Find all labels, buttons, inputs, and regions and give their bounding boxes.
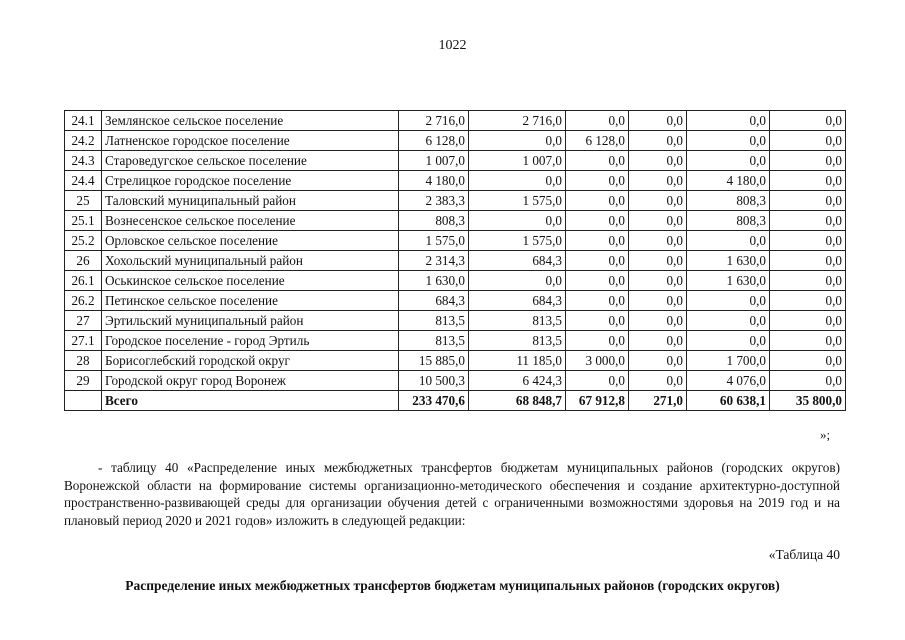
- amount-cell: 0,0: [629, 371, 687, 391]
- table-row: [65, 291, 846, 311]
- amount-cell: 0,0: [770, 231, 846, 251]
- amount-cell: 0,0: [770, 111, 846, 131]
- budget-table-body: [65, 111, 846, 411]
- row-number-cell: 25: [65, 191, 102, 211]
- amount-cell: 0,0: [566, 151, 629, 171]
- amount-cell: 0,0: [566, 291, 629, 311]
- amount-cell: 35 800,0: [770, 391, 846, 411]
- amount-cell: 0,0: [770, 351, 846, 371]
- row-number-cell: 24.3: [65, 151, 102, 171]
- amount-cell: 0,0: [770, 251, 846, 271]
- amount-cell: 1 007,0: [399, 151, 469, 171]
- amount-cell: 1 700,0: [687, 351, 770, 371]
- amount-cell: 0,0: [629, 331, 687, 351]
- amount-cell: 4 076,0: [687, 371, 770, 391]
- municipality-name-cell: Староведугское сельское поселение: [102, 151, 399, 171]
- amount-cell: 67 912,8: [566, 391, 629, 411]
- amount-cell: 813,5: [399, 331, 469, 351]
- amount-cell: 808,3: [687, 191, 770, 211]
- amount-cell: 813,5: [469, 331, 566, 351]
- amount-cell: 0,0: [566, 251, 629, 271]
- amendment-paragraph: - таблицу 40 «Распределение иных межбюджетных трансфертов бюджетам муниципальных районов (городских округов) Воронежской области на формирование системы организационно-методического обеспечения и создание архитектурно-доступной пространственно-развивающей среды для организации обучения детей с ограниченными возможностями здоровья на 2019 год и на плановый период 2020 и 2021 годов» изложить в следующей редакции:: [64, 460, 840, 528]
- table-row: [65, 271, 846, 291]
- table-row: [65, 311, 846, 331]
- amount-cell: 684,3: [399, 291, 469, 311]
- amount-cell: 0,0: [566, 191, 629, 211]
- row-number-cell: 26.1: [65, 271, 102, 291]
- amount-cell: 0,0: [629, 311, 687, 331]
- table-row: [65, 131, 846, 151]
- amount-cell: 0,0: [770, 271, 846, 291]
- amount-cell: 11 185,0: [469, 351, 566, 371]
- table-row: [65, 111, 846, 131]
- amount-cell: 0,0: [770, 131, 846, 151]
- municipality-name-cell: Латненское городское поселение: [102, 131, 399, 151]
- amount-cell: 0,0: [469, 171, 566, 191]
- row-number-cell: 26.2: [65, 291, 102, 311]
- amount-cell: 0,0: [469, 131, 566, 151]
- amount-cell: 4 180,0: [687, 171, 770, 191]
- municipality-name-cell: Городской округ город Воронеж: [102, 371, 399, 391]
- amount-cell: 813,5: [469, 311, 566, 331]
- table-row: [65, 371, 846, 391]
- amount-cell: 1 575,0: [399, 231, 469, 251]
- amount-cell: 0,0: [629, 171, 687, 191]
- closing-quote: »;: [820, 427, 831, 442]
- amount-cell: 808,3: [399, 211, 469, 231]
- municipality-name-cell: Оськинское сельское поселение: [102, 271, 399, 291]
- amount-cell: 68 848,7: [469, 391, 566, 411]
- table-row: [65, 331, 846, 351]
- row-number-cell: 28: [65, 351, 102, 371]
- amount-cell: 0,0: [629, 151, 687, 171]
- amount-cell: 0,0: [469, 211, 566, 231]
- amount-cell: 6 424,3: [469, 371, 566, 391]
- amount-cell: 2 383,3: [399, 191, 469, 211]
- municipality-name-cell: Городское поселение - город Эртиль: [102, 331, 399, 351]
- row-number-cell: 24.4: [65, 171, 102, 191]
- amount-cell: 0,0: [687, 311, 770, 331]
- amount-cell: 10 500,3: [399, 371, 469, 391]
- amount-cell: 0,0: [629, 251, 687, 271]
- amount-cell: 0,0: [770, 151, 846, 171]
- amount-cell: 684,3: [469, 251, 566, 271]
- row-number-cell: 29: [65, 371, 102, 391]
- amount-cell: 813,5: [399, 311, 469, 331]
- amount-cell: 0,0: [770, 171, 846, 191]
- amount-cell: 0,0: [687, 131, 770, 151]
- amount-cell: 0,0: [566, 111, 629, 131]
- amount-cell: 0,0: [629, 271, 687, 291]
- amount-cell: 2 716,0: [399, 111, 469, 131]
- row-number-cell: 24.2: [65, 131, 102, 151]
- amount-cell: 271,0: [629, 391, 687, 411]
- amount-cell: 0,0: [687, 151, 770, 171]
- amount-cell: 0,0: [566, 171, 629, 191]
- table-caption: «Таблица 40: [768, 547, 840, 562]
- municipality-name-cell: Орловское сельское поселение: [102, 231, 399, 251]
- amount-cell: 0,0: [629, 111, 687, 131]
- amount-cell: 0,0: [629, 231, 687, 251]
- amount-cell: 0,0: [469, 271, 566, 291]
- amount-cell: 0,0: [629, 211, 687, 231]
- row-number-cell: 27: [65, 311, 102, 331]
- amount-cell: 1 575,0: [469, 231, 566, 251]
- amount-cell: 3 000,0: [566, 351, 629, 371]
- table-row: [65, 191, 846, 211]
- amount-cell: 0,0: [629, 291, 687, 311]
- amount-cell: 1 630,0: [687, 251, 770, 271]
- amount-cell: 1 007,0: [469, 151, 566, 171]
- amount-cell: 60 638,1: [687, 391, 770, 411]
- amount-cell: 0,0: [566, 371, 629, 391]
- amount-cell: 0,0: [770, 211, 846, 231]
- amount-cell: 0,0: [687, 291, 770, 311]
- amount-cell: 0,0: [770, 371, 846, 391]
- municipality-name-cell: Стрелицкое городское поселение: [102, 171, 399, 191]
- row-number-cell: 25.1: [65, 211, 102, 231]
- amount-cell: 1 630,0: [687, 271, 770, 291]
- table-row: [65, 171, 846, 191]
- municipality-name-cell: Хохольский муниципальный район: [102, 251, 399, 271]
- amount-cell: 0,0: [770, 191, 846, 211]
- table-row: [65, 251, 846, 271]
- amount-cell: 4 180,0: [399, 171, 469, 191]
- row-number-cell: 24.1: [65, 111, 102, 131]
- amount-cell: 0,0: [566, 231, 629, 251]
- amount-cell: 684,3: [469, 291, 566, 311]
- municipality-name-cell: Эртильский муниципальный район: [102, 311, 399, 331]
- amount-cell: 0,0: [566, 271, 629, 291]
- amount-cell: 0,0: [770, 291, 846, 311]
- table-title: Распределение иных межбюджетных трансфертов бюджетам муниципальных районов (городских округов): [125, 578, 780, 593]
- amount-cell: 233 470,6: [399, 391, 469, 411]
- amount-cell: 2 314,3: [399, 251, 469, 271]
- municipality-name-cell: Вознесенское сельское поселение: [102, 211, 399, 231]
- amount-cell: 0,0: [770, 311, 846, 331]
- amount-cell: 1 630,0: [399, 271, 469, 291]
- amount-cell: 1 575,0: [469, 191, 566, 211]
- table-row: [65, 231, 846, 251]
- table-row: [65, 211, 846, 231]
- amount-cell: 2 716,0: [469, 111, 566, 131]
- budget-table: [64, 110, 846, 411]
- page-number: 1022: [438, 38, 467, 53]
- table-total-row: [65, 391, 846, 411]
- amount-cell: 6 128,0: [566, 131, 629, 151]
- row-number-cell: [65, 391, 102, 411]
- municipality-name-cell: Петинское сельское поселение: [102, 291, 399, 311]
- amount-cell: 0,0: [687, 111, 770, 131]
- amount-cell: 0,0: [629, 191, 687, 211]
- municipality-name-cell: Борисоглебский городской округ: [102, 351, 399, 371]
- row-number-cell: 26: [65, 251, 102, 271]
- table-row: [65, 351, 846, 371]
- municipality-name-cell: Таловский муниципальный район: [102, 191, 399, 211]
- amount-cell: 0,0: [687, 231, 770, 251]
- amount-cell: 0,0: [629, 351, 687, 371]
- amount-cell: 15 885,0: [399, 351, 469, 371]
- amount-cell: 0,0: [629, 131, 687, 151]
- amount-cell: 6 128,0: [399, 131, 469, 151]
- amount-cell: 0,0: [770, 331, 846, 351]
- amount-cell: 808,3: [687, 211, 770, 231]
- amount-cell: 0,0: [687, 331, 770, 351]
- amount-cell: 0,0: [566, 211, 629, 231]
- row-number-cell: 25.2: [65, 231, 102, 251]
- municipality-name-cell: Землянское сельское поселение: [102, 111, 399, 131]
- table-row: [65, 151, 846, 171]
- municipality-name-cell: Всего: [102, 391, 399, 411]
- amount-cell: 0,0: [566, 311, 629, 331]
- row-number-cell: 27.1: [65, 331, 102, 351]
- amount-cell: 0,0: [566, 331, 629, 351]
